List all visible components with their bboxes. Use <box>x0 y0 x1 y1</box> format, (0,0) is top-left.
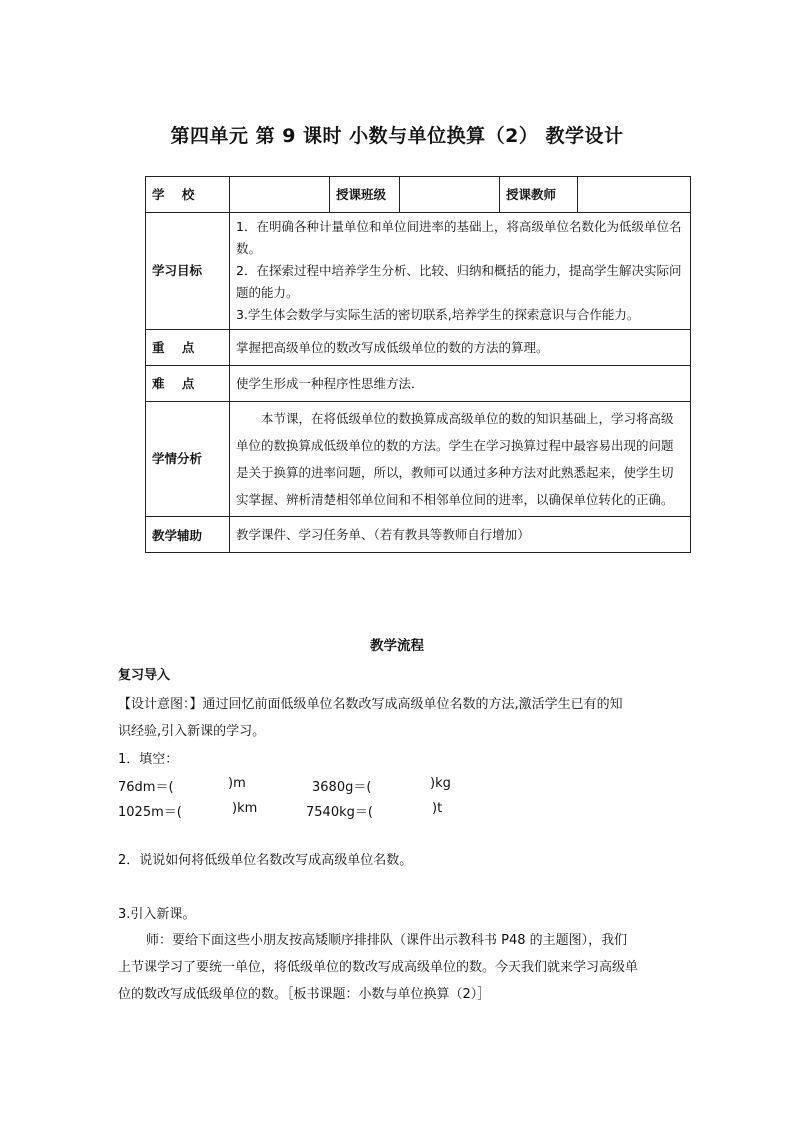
exercise-2-unit: )kg <box>430 776 451 791</box>
goal-item: 2．在探索过程中培养学生分析、比较、归纳和概括的能力，提高学生解决实际问题的能力。 <box>236 263 682 300</box>
exercise-3-unit: )km <box>232 801 258 816</box>
teacher-value <box>578 177 691 213</box>
goal-item: 3.学生体会数学与实际生活的密切联系,培养学生的探索意识与合作能力。 <box>236 307 640 322</box>
design-intent-line-1: 【设计意图：】通过回忆前面低级单位名数改写成高级单位名数的方法,激活学生已有的知 <box>118 697 623 712</box>
exercise-2: 3680g＝( <box>312 780 372 795</box>
item-3: 3.引入新课。 <box>118 907 196 922</box>
aids-value: 教学课件、学习任务单、（若有教具等教师自行增加） <box>230 517 691 553</box>
fill-blank-label: 1．填空： <box>118 752 179 767</box>
goal-item: 1．在明确各种计量单位和单位间进率的基础上，将高级单位名数化为低级单位名数。 <box>236 219 682 256</box>
teacher-line-1: 师：要给下面这些小朋友按高矮顺序排排队（课件出示教科书 P48 的主题图），我们 <box>146 933 628 948</box>
exercise-4-unit: )t <box>432 801 443 816</box>
difficulty-label: 难 点 <box>146 366 230 402</box>
school-value <box>230 177 330 213</box>
lesson-info-table <box>145 176 691 553</box>
analysis-value: 本节课，在将低级单位的数换算成高级单位的数的知识基础上，学习将高级单位的数换算成低级单位的数的方法。学生在学习换算过程中最容易出现的问题是关于换算的进率问题，所以，教师可以通过多种方法对此熟悉起来，使学生切实掌握、辨析清楚相邻单位间和不相邻单位间的进率，以确保单位转化的正确。 <box>230 402 691 517</box>
exercise-1: 76dm＝( <box>118 780 174 795</box>
exercise-4: 7540kg＝( <box>306 805 373 820</box>
school-label: 学 校 <box>146 177 230 213</box>
goals-label: 学习目标 <box>146 213 230 330</box>
analysis-label: 学情分析 <box>146 402 230 517</box>
section-heading: 复习导入 <box>118 668 171 683</box>
document-title: 第四单元 第 9 课时 小数与单位换算（2） 教学设计 <box>170 125 624 147</box>
class-label: 授课班级 <box>330 177 400 213</box>
goals-cell <box>230 213 691 330</box>
difficulty-value: 使学生形成一种程序性思维方法． <box>230 366 691 402</box>
teacher-label: 授课教师 <box>500 177 578 213</box>
flow-title: 教学流程 <box>370 638 424 654</box>
aids-label: 教学辅助 <box>146 517 230 553</box>
design-intent-line-2: 识经验,引入新课的学习。 <box>118 724 266 739</box>
teacher-line-2: 上节课学习了要统一单位，将低级单位的数改写成高级单位的数。今天我们就来学习高级单 <box>118 960 639 975</box>
key-point-value: 掌握把高级单位的数改写成低级单位的数的方法的算理。 <box>230 330 691 366</box>
item-2: 2．说说如何将低级单位名数改写成高级单位名数。 <box>118 853 413 868</box>
key-point-label: 重 点 <box>146 330 230 366</box>
class-value <box>400 177 500 213</box>
teacher-line-3: 位的数改写成低级单位的数。［板书课题：小数与单位换算（2）］ <box>118 987 491 1002</box>
exercise-3: 1025m＝( <box>118 805 182 820</box>
exercise-1-unit: )m <box>228 776 246 791</box>
